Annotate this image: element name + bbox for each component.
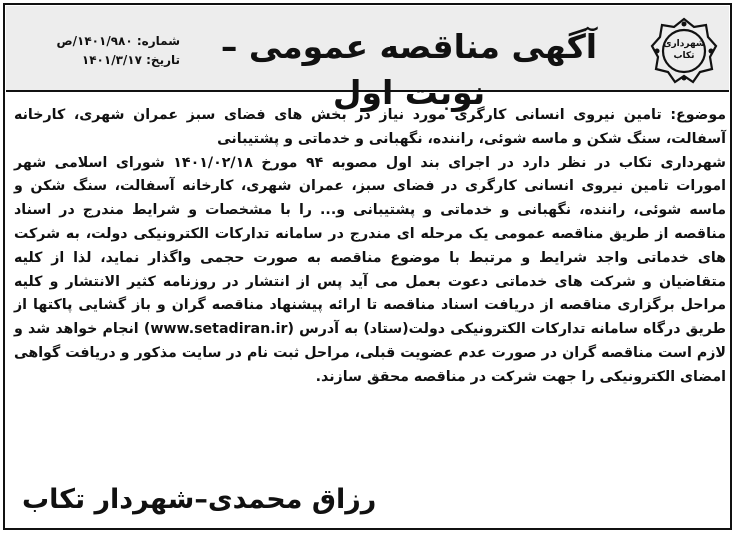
notice-subject: موضوع: تامین نیروی انسانی کارگری مورد نیاز در بخش های فضای سبز عمران شهری، کارخانه آسفالت، سنگ شکن و ماسه شوئی، راننده، نگهبانی و خدماتی و پشتیبانی [14,107,726,147]
notice-body [14,104,726,390]
logo-text: شهرداری تکاب [663,39,705,61]
notice-header [6,6,729,112]
notice-number: شماره: ۱۴۰۱/۹۸۰/ص [56,34,180,48]
municipality-logo [649,16,719,86]
notice-title: آگهی مناقصه عمومی – نوبت اول [220,27,598,112]
notice-paragraph: شهرداری تکاب در نظر دارد در اجرای بند اول مصوبه ۹۴ مورخ ۱۴۰۱/۰۲/۱۸ شورای اسلامی شهر امورات تامین نیروی انسانی کارگری در فضای سبز، عمران شهری، کارخانه آسفالت، سنگ شکن و ماسه شوئی، راننده، نگهبانی و خدماتی و پشتیبانی و... را با مشخصات و شرایط مندرج در اسناد مناقصه از طریق مناقصه عمومی یک مرحله ای مندرج در سامانه تدارکات الکترونیکی دولت، به شرکت های خدماتی واجد شرایط و مرتبط با موضوع مناقصه به صورت حجمی واگذار نماید، لذا از کلیه متقاضیان و شرکت های خدماتی دعوت بعمل می آید پس از انتشار در روزنامه کثیر الانتشار و کلیه مراحل برگزاری مناقصه از دریافت اسناد مناقصه تا ارائه پیشنهاد مناقصه گران و باز گشایی پاکتها از طریق درگاه سامانه تدارکات الکترونیکی دولت(ستاد) به آدرس (www.setadiran.ir) انجام خواهد شد و لازم است مناقصه گران در صورت عدم عضویت قبلی، مراحل ثبت نام در سایت مذکور و دریافت گواهی امضای الکترونیکی را جهت شرکت در مناقصه محقق سازند. [14,154,727,385]
notice-date: تاریخ: ۱۴۰۱/۳/۱۷ [81,53,180,67]
signature: رزاق محمدی–شهردار تکاب [22,484,377,515]
notice-reference [20,32,180,70]
